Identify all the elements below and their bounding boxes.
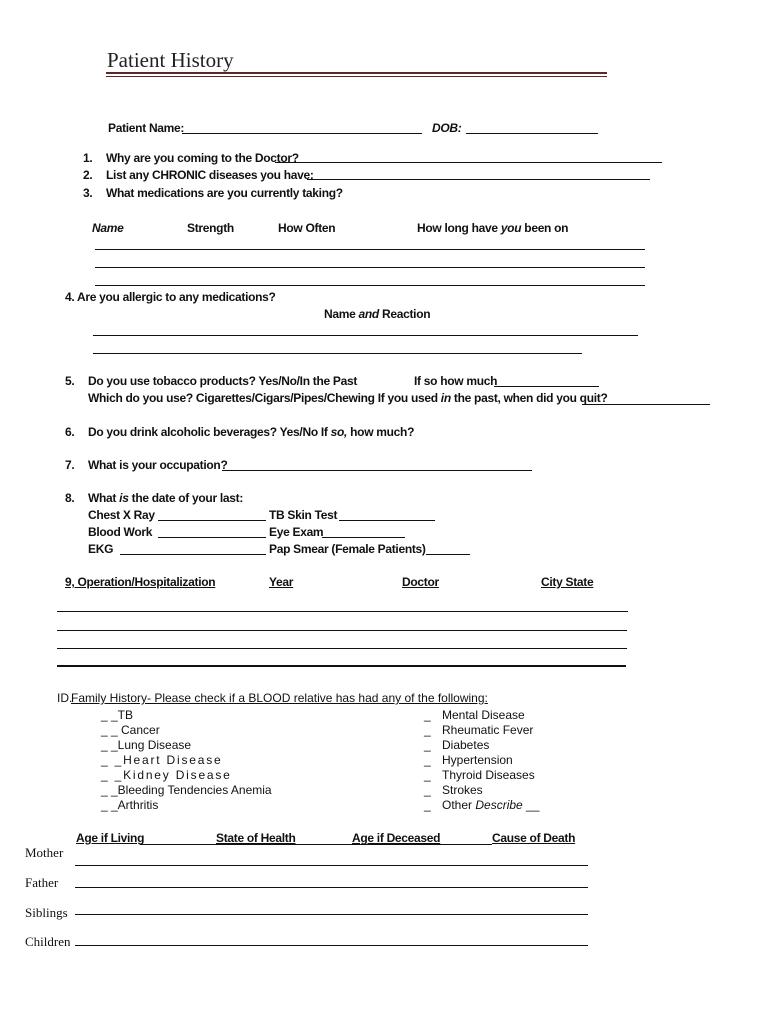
- family-history-arthritis[interactable]: _ _Arthritis: [101, 798, 159, 812]
- pap-smear-label: Pap Smear (Female Patients): [269, 542, 426, 556]
- siblings-line[interactable]: [75, 914, 588, 915]
- occupation-line[interactable]: [222, 470, 532, 471]
- header-age-living: Age if Living: [76, 831, 145, 845]
- title-rule-thick: [106, 72, 607, 74]
- q8-number: 8.: [65, 491, 75, 505]
- patient-name-field[interactable]: [182, 133, 422, 134]
- allergy-line-1[interactable]: [93, 335, 638, 336]
- operation-line-1[interactable]: [57, 611, 628, 612]
- family-history-diabetes: Diabetes: [442, 738, 490, 752]
- mental-disease-checkbox[interactable]: _: [424, 708, 431, 722]
- q3-text: What medications are you currently taking?: [106, 186, 343, 200]
- ekg-label: EKG: [88, 542, 114, 556]
- page-title: Patient History: [107, 48, 234, 72]
- q10-number: ID.: [57, 691, 73, 705]
- q5-how-much-line[interactable]: [494, 386, 599, 387]
- dob-field[interactable]: [466, 133, 598, 134]
- relative-father: Father: [25, 875, 59, 890]
- diabetes-checkbox[interactable]: _: [424, 738, 431, 752]
- q4-text: 4. Are you allergic to any medications?: [65, 290, 276, 304]
- allergy-line-2[interactable]: [93, 353, 582, 354]
- family-history-strokes: Strokes: [442, 783, 483, 797]
- q2-number: 2.: [83, 168, 93, 182]
- mother-line[interactable]: [75, 865, 588, 866]
- q6-number: 6.: [65, 425, 75, 439]
- q1-text: Why are you coming to the Doctor?: [106, 151, 299, 165]
- q9-year: Year: [269, 575, 294, 589]
- q9-label: 9, Operation/Hospitalization: [65, 575, 216, 589]
- header-state-health: State of Health: [216, 831, 296, 845]
- relative-siblings: Siblings: [25, 905, 68, 920]
- q4-subheader: Name and Reaction: [324, 307, 431, 321]
- father-line[interactable]: [75, 887, 588, 888]
- q2-answer-line[interactable]: [307, 179, 650, 180]
- ekg-line[interactable]: [120, 554, 266, 555]
- operation-line-3[interactable]: [57, 648, 627, 649]
- title-rule-thin: [106, 76, 607, 77]
- med-header-strength: Strength: [187, 221, 234, 235]
- family-history-cancer[interactable]: _ _ Cancer: [101, 723, 160, 737]
- med-line-1[interactable]: [95, 249, 645, 250]
- pap-smear-line[interactable]: [426, 554, 470, 555]
- eye-exam-line[interactable]: [322, 537, 405, 538]
- med-line-2[interactable]: [95, 267, 645, 268]
- med-header-name: Name: [92, 221, 124, 235]
- q7-number: 7.: [65, 458, 75, 472]
- header-cause-death: Cause of Death: [492, 831, 576, 845]
- family-history-lung[interactable]: _ _Lung Disease: [101, 738, 192, 752]
- tb-skin-line[interactable]: [339, 520, 435, 521]
- family-history-kidney[interactable]: _ _Kidney Disease: [101, 768, 232, 782]
- header-age-deceased: Age if Deceased: [352, 831, 441, 845]
- family-history-other: Other Describe __: [442, 798, 540, 812]
- operation-line-4[interactable]: [57, 665, 626, 667]
- family-history-thyroid: Thyroid Diseases: [442, 768, 535, 782]
- family-history-tb[interactable]: _ _TB: [101, 708, 134, 722]
- med-line-3[interactable]: [95, 285, 645, 286]
- q2-text: List any CHRONIC diseases you have:: [106, 168, 314, 182]
- family-history-rheumatic: Rheumatic Fever: [442, 723, 534, 737]
- family-history-heart[interactable]: _ _Heart Disease: [101, 753, 223, 767]
- eye-exam-label: Eye Exam: [269, 525, 324, 539]
- q5-text: Do you use tobacco products? Yes/No/In the Past: [88, 374, 358, 388]
- q9-city-state: City State: [541, 575, 594, 589]
- chest-xray-line[interactable]: [158, 520, 266, 521]
- q3-number: 3.: [83, 186, 93, 200]
- q5-line2: Which do you use? Cigarettes/Cigars/Pipes/Chewing If you used in the past, when did you quit?: [88, 391, 608, 405]
- q6-text: Do you drink alcoholic beverages? Yes/No If so, how much?: [88, 425, 415, 439]
- relative-mother: Mother: [25, 845, 64, 860]
- q7-text: What is your occupation?: [88, 458, 228, 472]
- family-history-hypertension: Hypertension: [442, 753, 513, 767]
- tb-skin-label: TB Skin Test: [269, 508, 338, 522]
- q8-text: What is the date of your last:: [88, 491, 244, 505]
- operation-line-2[interactable]: [57, 630, 627, 631]
- q5-number: 5.: [65, 374, 75, 388]
- patient-name-label: Patient Name:: [108, 121, 185, 135]
- blood-work-label: Blood Work: [88, 525, 153, 539]
- q1-number: 1.: [83, 151, 93, 165]
- children-line[interactable]: [75, 945, 588, 946]
- chest-xray-label: Chest X Ray: [88, 508, 155, 522]
- q9-doctor: Doctor: [402, 575, 439, 589]
- thyroid-checkbox[interactable]: _: [424, 768, 431, 782]
- q10-text: Family History- Please check if a BLOOD relative has had any of the following:: [71, 691, 488, 705]
- hypertension-checkbox[interactable]: _: [424, 753, 431, 767]
- med-header-how-often: How Often: [278, 221, 336, 235]
- header-underline-gap: [140, 844, 492, 845]
- strokes-checkbox[interactable]: _: [424, 783, 431, 797]
- q5-if-so: If so how much: [414, 374, 498, 388]
- q1-answer-line[interactable]: [275, 162, 662, 163]
- family-history-mental: Mental Disease: [442, 708, 525, 722]
- blood-work-line[interactable]: [158, 537, 266, 538]
- rheumatic-fever-checkbox[interactable]: _: [424, 723, 431, 737]
- family-history-bleeding[interactable]: _ _Bleeding Tendencies Anemia: [101, 783, 272, 797]
- med-header-how-long: How long have you been on: [417, 221, 569, 235]
- relative-children: Children: [25, 934, 71, 949]
- q5-quit-line[interactable]: [582, 404, 710, 405]
- dob-label: DOB:: [432, 121, 462, 135]
- other-checkbox[interactable]: _: [424, 798, 431, 812]
